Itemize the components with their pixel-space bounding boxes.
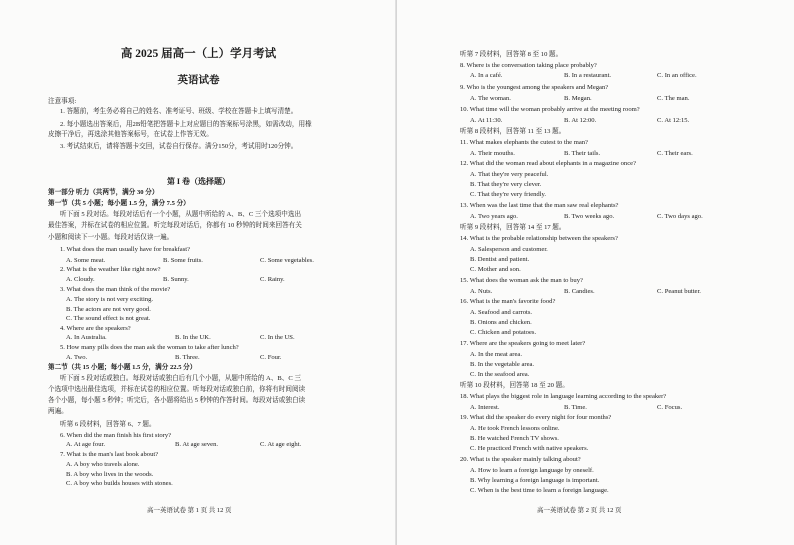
exam-subtitle: 英语试卷 [177,75,220,86]
option-a: A. A boy who travels alone. [66,461,140,468]
instruction-line: 各个小题，每小题 5 秒钟；听完后，各小题将给出 5 秒钟的作答时间。每段对话或独白读 [48,397,306,404]
option-a: A. The story is not very exciting. [66,296,154,303]
volume-title: 第 I 卷（选择题） [166,177,231,186]
instruction-line: 小题和阅读下一小题。每段对话仅读一遍。 [48,234,174,241]
option-c: C. Two days ago. [657,213,703,220]
option-b: B. Three. [175,354,200,361]
question-stem: 1. What does the man usually have for breakfast? [60,246,191,253]
option-c: C. Four. [260,354,282,361]
option-b: B. Their tails. [564,150,601,157]
instruction-line: 最佳答案，并标在试卷的相应位置。听完每段对话后，你都有 10 秒钟的时间来回答有关 [48,222,302,229]
question-stem: 7. What is the man's last book about? [60,451,159,458]
question-stem: 6. When did the man finish his first story? [60,432,172,439]
question-stem: 13. When was the last time that the man saw real elephants? [460,202,619,209]
option-a: A. The woman. [470,95,511,102]
option-b: B. In the UK. [175,334,211,341]
option-b: B. He watched French TV shows. [470,435,559,442]
option-c: C. At 12:15. [657,117,690,124]
question-stem: 12. What did the woman read about elephants in a magazine once? [460,160,637,167]
question-stem: 17. Where are the speakers going to meet later? [460,340,586,347]
question-stem: 3. What does the man think of the movie? [60,286,171,293]
option-a: A. Some meat. [66,257,106,264]
section1-heading: 第一节（共 5 小题；每小题 1.5 分，满分 7.5 分） [48,200,190,207]
option-c: C. Mother and son. [470,266,521,273]
option-b: B. That they're very clever. [470,181,542,188]
material-note: 听第 8 段材料，回答第 11 至 13 题。 [460,128,566,135]
option-a: A. Seafood and carrots. [470,309,533,316]
section2-heading: 第二节（共 15 小题；每小题 1.5 分，满分 22.5 分） [48,364,197,371]
option-b: B. Candies. [564,288,595,295]
option-b: B. The actors are not very good. [66,306,151,313]
option-b: B. In a restaurant. [564,72,612,79]
question-stem: 10. What time will the woman probably arrive at the meeting room? [460,106,640,113]
question-stem: 19. What did the speaker do every night for four months? [460,414,612,421]
question-stem: 2. What is the weather like right now? [60,266,161,273]
option-b: B. In the vegetable area. [470,361,535,368]
notice-label: 注意事项: [48,98,77,105]
instruction-line: 两遍。 [48,408,68,415]
option-a: A. Salesperson and customer. [470,246,548,253]
question-stem: 14. What is the probable relationship between the speakers? [460,235,618,242]
option-c: C. When is the best time to learn a foreign language. [470,487,609,494]
option-b: B. At 12:00. [564,117,597,124]
option-a: A. At 11:30. [470,117,503,124]
page-footer: 高一英语试卷 第 1 页 共 12 页 [147,507,232,514]
material-note: 听第 7 段材料，回答第 8 至 10 题。 [460,51,563,58]
material-note: 听第 10 段材料，回答第 18 至 20 题。 [460,382,569,389]
option-a: A. In a café. [470,72,503,79]
question-stem: 5. How many pills does the man ask the woman to take after lunch? [60,344,239,351]
question-stem: 8. Where is the conversation taking place probably? [460,62,597,69]
option-c: C. Focus. [657,404,683,411]
option-a: A. In the meat area. [470,351,522,358]
option-c: C. The man. [657,95,690,102]
option-a: A. In Australia. [66,334,107,341]
option-a: A. Nuts. [470,288,493,295]
option-a: A. Their mouths. [470,150,515,157]
option-a: A. Cloudy. [66,276,95,283]
option-b: B. Why learning a foreign language is important. [470,477,600,484]
option-c: C. In an office. [657,72,697,79]
option-c: C. That they're very friendly. [470,191,547,198]
question-stem: 11. What makes elephants the cutest to the man? [460,139,588,146]
instruction-line: 个选项中选出最佳选项，并标在试卷的相应位置。听每段对话或独白前，你将有时间阅读 [48,386,306,393]
question-stem: 15. What does the woman ask the man to buy? [460,277,583,284]
option-a: A. Two. [66,354,88,361]
option-b: B. Sunny. [163,276,189,283]
part1-heading: 第一部分 听力（共两节，满分 30 分） [48,189,159,196]
option-b: B. Two weeks ago. [564,213,615,220]
option-c: C. In the seafood area. [470,371,530,378]
option-c: C. Rainy. [260,276,285,283]
option-b: B. Dentist and patient. [470,256,530,263]
option-c: C. He practiced French with native speakers. [470,445,589,452]
option-c: C. A boy who builds houses with stones. [66,480,173,487]
instruction-line: 听下面 5 段对话。每段对话后有一个小题，从题中所给的 A、B、C 三个选项中选出 [60,211,302,218]
option-b: B. A boy who lives in the woods. [66,471,154,478]
question-stem: 20. What is the speaker mainly talking about? [460,456,581,463]
option-b: B. Time. [564,404,587,411]
option-a: A. At age four. [66,441,106,448]
option-c: C. Peanut butter. [657,288,701,295]
option-c: C. At age eight. [260,441,302,448]
question-stem: 16. What is the man's favorite food? [460,298,556,305]
option-b: B. Some fruits. [163,257,203,264]
exam-title: 高 2025 届高一（上）学月考试 [120,48,277,60]
exam-page-2 [397,0,794,545]
option-c: C. Their ears. [657,150,693,157]
option-a: A. Interest. [470,404,500,411]
notice-line: 1. 答题前，考生务必将自己的姓名、准考证号、班级、学校在答题卡上填写清楚。 [60,108,298,115]
option-a: A. He took French lessons online. [470,425,560,432]
notice-line: 2. 每小题选出答案后，用2B铅笔把答题卡上对应题目的答案标号涂黑，如需改动，用橡 [60,121,312,128]
option-c: C. Some vegetables. [260,257,314,264]
option-b: B. At age seven. [175,441,219,448]
option-a: A. How to learn a foreign language by oneself. [470,467,594,474]
question-stem: 4. Where are the speakers? [60,325,131,332]
option-c: C. The sound effect is not great. [66,315,151,322]
instruction-line: 听下面 5 段对话或独白。每段对话或独白后有几个小题，从题中所给的 A、B、C 三 [60,375,302,382]
option-b: B. Onions and chicken. [470,319,532,326]
option-c: C. Chicken and potatoes. [470,329,537,336]
option-a: A. That they're very peaceful. [470,171,549,178]
page-footer: 高一英语试卷 第 2 页 共 12 页 [537,507,622,514]
notice-line: 3. 考试结束后，请将答题卡交回，试卷自行保存。满分150分，考试用时120分钟。 [60,143,298,150]
material-note: 听第 9 段材料，回答第 14 至 17 题。 [460,224,566,231]
question-stem: 9. Who is the youngest among the speakers and Megan? [460,84,609,91]
material-note: 听第 6 段材料，回答第 6、7 题。 [60,421,156,428]
option-b: B. Megan. [564,95,592,102]
notice-line: 皮擦干净后，再选涂其他答案标号，在试卷上作答无效。 [48,131,213,138]
option-c: C. In the US. [260,334,295,341]
question-stem: 18. What plays the biggest role in language learning according to the speaker? [460,393,667,400]
option-a: A. Two years ago. [470,213,518,220]
